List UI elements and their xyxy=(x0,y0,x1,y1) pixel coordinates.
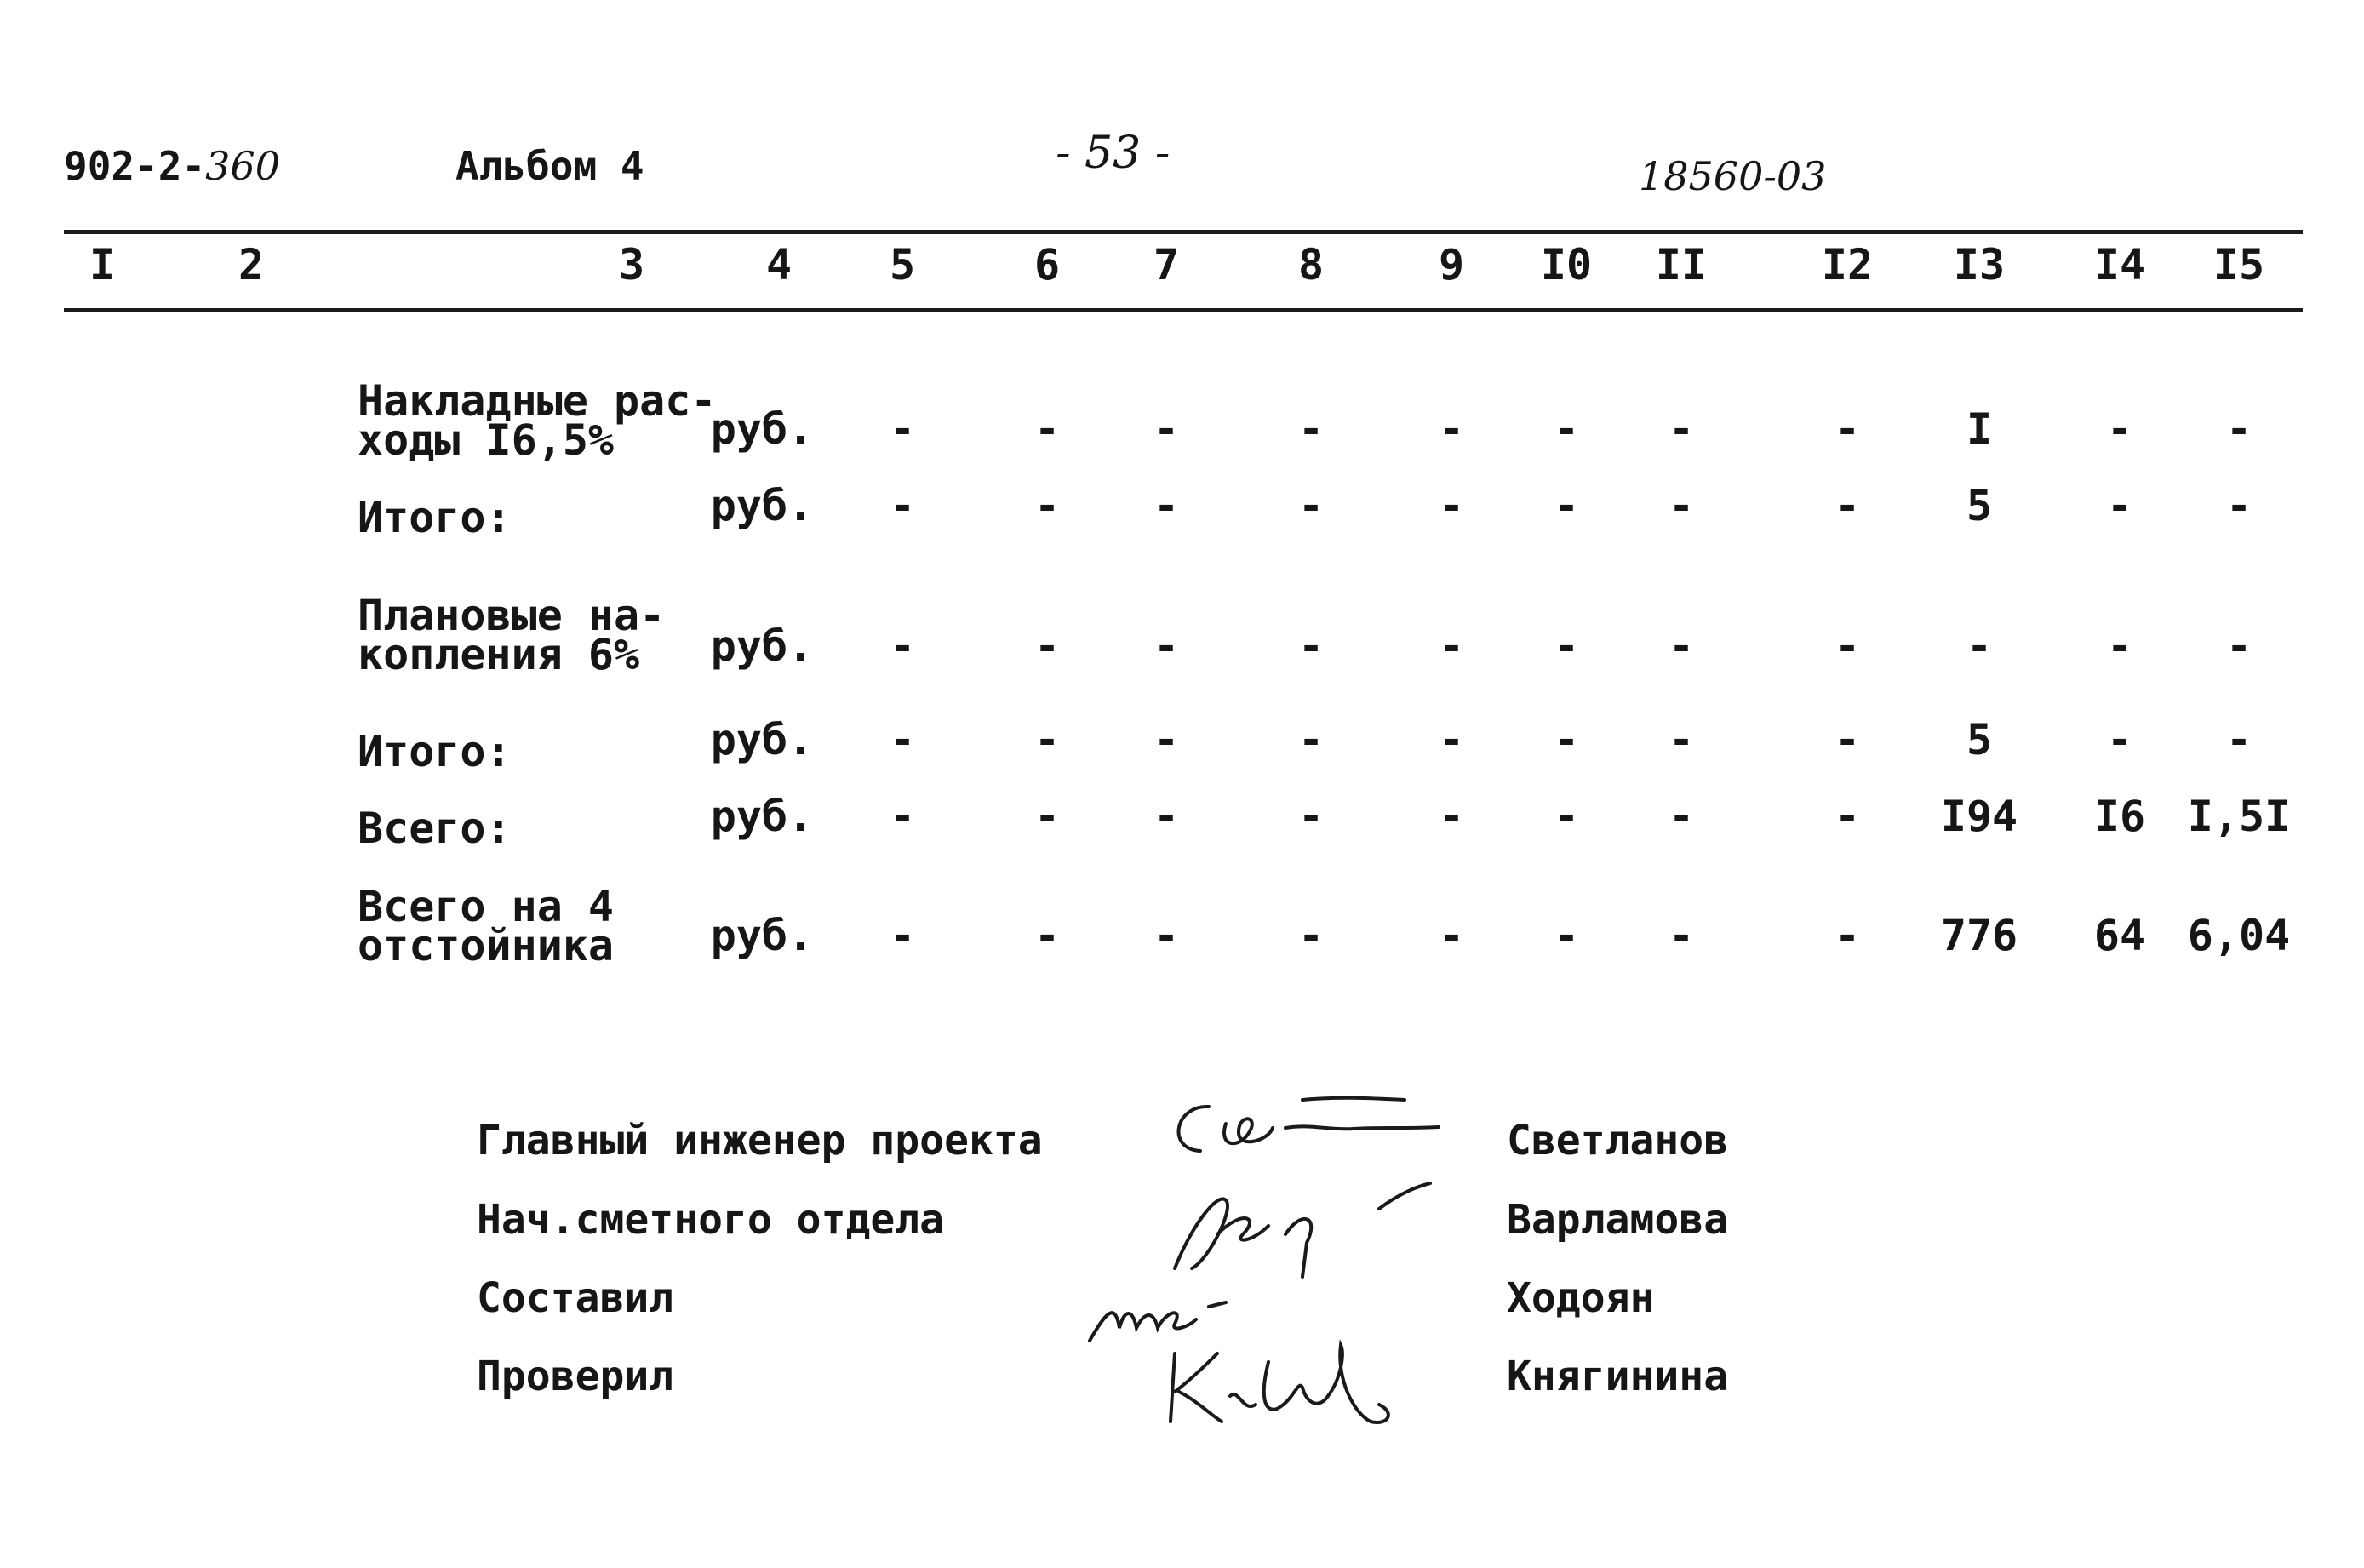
signature-title: Составил xyxy=(477,1274,674,1322)
table-cell: - xyxy=(1668,911,1695,960)
signature-title: Главный инженер проекта xyxy=(477,1117,1043,1165)
row-label xyxy=(358,376,717,465)
table-cell: - xyxy=(1834,404,1861,454)
sheet-code: 18560-03 xyxy=(1639,153,1827,199)
page-number-text: - 53 - xyxy=(1056,128,1171,179)
page-number xyxy=(1056,128,1170,179)
table-cell: - xyxy=(1033,481,1061,530)
column-number: II xyxy=(1655,240,1708,289)
table-header-rule xyxy=(64,308,2303,312)
table-cell: - xyxy=(889,792,916,841)
table-cell: - xyxy=(1553,621,1580,671)
table-cell: - xyxy=(1668,715,1695,764)
table-cell: - xyxy=(1297,911,1325,960)
document-code-prefix: 902-2- xyxy=(64,143,206,189)
column-number: I5 xyxy=(2212,240,2265,289)
column-number: 7 xyxy=(1153,240,1180,289)
signature-name: Княгинина xyxy=(1507,1353,1729,1400)
table-cell: - xyxy=(2225,404,2252,454)
column-number: I0 xyxy=(1540,240,1593,289)
column-number: I xyxy=(89,240,116,289)
column-number: 9 xyxy=(1438,240,1465,289)
table-cell: - xyxy=(1668,481,1695,530)
table-cell: - xyxy=(2106,715,2133,764)
table-cell: - xyxy=(1438,404,1465,454)
table-cell: 776 xyxy=(1940,911,2018,960)
table-cell: - xyxy=(889,404,916,454)
table-cell: - xyxy=(1438,792,1465,841)
table-cell: I6 xyxy=(2093,792,2146,841)
table-cell: - xyxy=(1834,715,1861,764)
table-cell: 5 xyxy=(1966,481,1993,530)
column-number: 2 xyxy=(238,240,265,289)
table-cell: - xyxy=(1153,481,1180,530)
table-cell: - xyxy=(1297,792,1325,841)
table-cell: - xyxy=(1553,481,1580,530)
row-unit: руб. xyxy=(710,792,814,841)
table-cell: - xyxy=(1033,404,1061,454)
table-cell: - xyxy=(1668,621,1695,671)
table-cell: - xyxy=(2106,481,2133,530)
table-cell: I94 xyxy=(1940,792,2018,841)
table-cell: - xyxy=(1153,715,1180,764)
document-code xyxy=(64,143,280,189)
row-label xyxy=(358,493,512,542)
table-cell: - xyxy=(1966,621,1993,671)
table-cell: I,5I xyxy=(2187,792,2291,841)
row-unit: руб. xyxy=(710,911,814,960)
row-label-line: копления 6% xyxy=(358,630,640,679)
signature-name: Светланов xyxy=(1507,1117,1729,1165)
table-cell: - xyxy=(1553,792,1580,841)
column-number: 8 xyxy=(1297,240,1325,289)
column-number: 5 xyxy=(889,240,916,289)
table-cell: - xyxy=(1438,621,1465,671)
table-cell: - xyxy=(1834,792,1861,841)
column-number: I2 xyxy=(1821,240,1874,289)
table-cell: - xyxy=(1297,621,1325,671)
signature-knyaginina xyxy=(1158,1328,1430,1439)
table-cell: - xyxy=(889,481,916,530)
table-cell: - xyxy=(2225,715,2252,764)
table-cell: - xyxy=(1033,715,1061,764)
table-cell: - xyxy=(1033,911,1061,960)
row-label-line: Всего: xyxy=(358,804,512,853)
table-cell: - xyxy=(1553,911,1580,960)
table-cell: - xyxy=(1033,792,1061,841)
row-label-line: ходы I6,5% xyxy=(358,415,615,465)
table-cell: - xyxy=(1553,404,1580,454)
table-cell: - xyxy=(1834,911,1861,960)
column-number: 6 xyxy=(1033,240,1061,289)
table-cell: - xyxy=(1297,715,1325,764)
table-cell: - xyxy=(1553,715,1580,764)
table-cell: - xyxy=(1153,404,1180,454)
table-cell: - xyxy=(889,621,916,671)
row-label-line: Плановые на- xyxy=(358,591,666,640)
table-cell: - xyxy=(889,715,916,764)
row-label-line: Всего на 4 xyxy=(358,882,615,931)
row-label-line: отстойника xyxy=(358,921,615,970)
table-cell: - xyxy=(1668,792,1695,841)
table-cell: - xyxy=(1668,404,1695,454)
row-label-line: Итого: xyxy=(358,727,512,776)
row-unit: руб. xyxy=(710,404,814,454)
document-code-handwritten: 360 xyxy=(205,143,280,189)
row-label xyxy=(358,727,512,776)
signature-name: Ходоян xyxy=(1507,1274,1655,1322)
row-unit: руб. xyxy=(710,715,814,764)
row-unit: руб. xyxy=(710,621,814,671)
row-label xyxy=(358,804,512,853)
row-unit: руб. xyxy=(710,481,814,530)
column-number: 4 xyxy=(765,240,793,289)
table-cell: - xyxy=(1834,481,1861,530)
column-number: 3 xyxy=(618,240,645,289)
table-cell: 6,04 xyxy=(2187,911,2291,960)
table-cell: - xyxy=(1297,481,1325,530)
table-top-rule xyxy=(64,230,2303,234)
table-cell: - xyxy=(1297,404,1325,454)
row-label-line: Итого: xyxy=(358,493,512,542)
signature-svetlanov xyxy=(1158,1090,1447,1175)
album-label: Альбом 4 xyxy=(455,143,644,189)
table-cell: - xyxy=(2106,404,2133,454)
table-cell: - xyxy=(1438,911,1465,960)
table-cell: - xyxy=(1153,792,1180,841)
column-number: I4 xyxy=(2093,240,2146,289)
table-cell: - xyxy=(1153,621,1180,671)
table-cell: 64 xyxy=(2093,911,2146,960)
signature-title: Проверил xyxy=(477,1353,674,1400)
row-label xyxy=(358,882,615,970)
table-cell: - xyxy=(1834,621,1861,671)
row-label xyxy=(358,591,666,679)
table-cell: 5 xyxy=(1966,715,1993,764)
table-cell: - xyxy=(1033,621,1061,671)
row-label-line: Накладные рас- xyxy=(358,376,717,426)
signature-varlamova xyxy=(1158,1175,1447,1285)
table-cell: - xyxy=(1438,481,1465,530)
table-cell: - xyxy=(2106,621,2133,671)
table-cell: - xyxy=(889,911,916,960)
table-cell: - xyxy=(1153,911,1180,960)
table-cell: - xyxy=(1438,715,1465,764)
table-cell: - xyxy=(2225,481,2252,530)
table-cell: - xyxy=(2225,621,2252,671)
column-number: I3 xyxy=(1953,240,2006,289)
table-cell: I xyxy=(1966,404,1993,454)
signature-name: Варламова xyxy=(1507,1196,1729,1244)
signature-title: Нач.сметного отдела xyxy=(477,1196,945,1244)
